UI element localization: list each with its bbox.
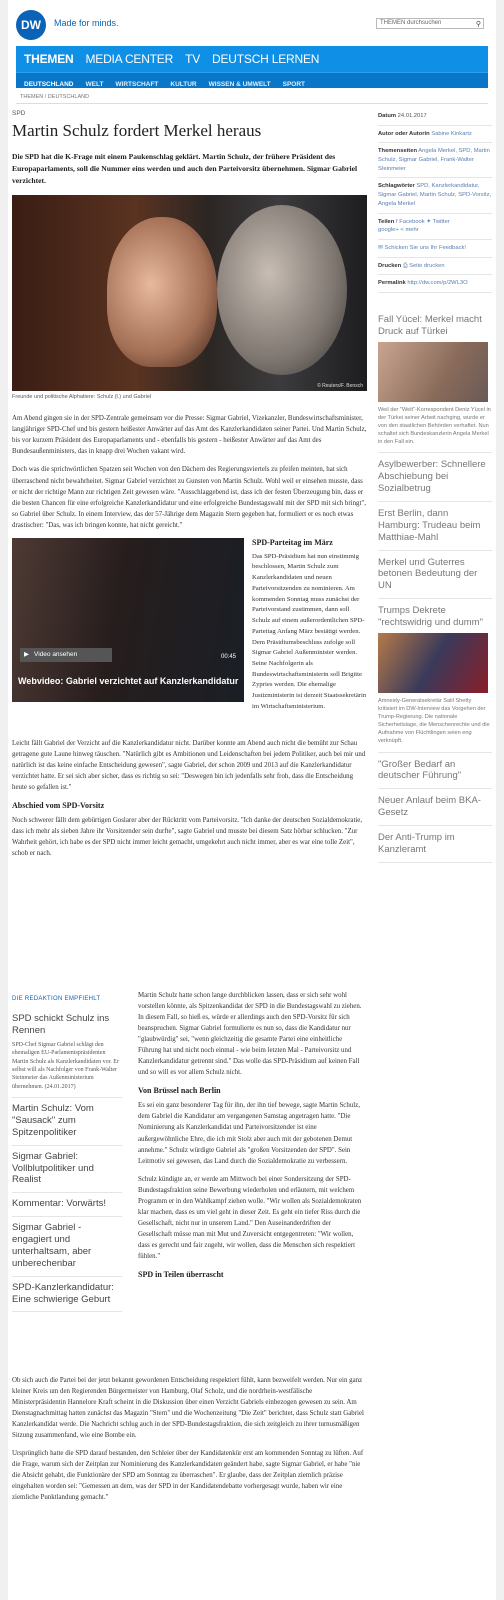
sidebar-item[interactable]: Merkel und Guterres betonen Bedeutung der UN — [378, 551, 492, 600]
sidebar-thumbnail[interactable] — [378, 342, 488, 402]
subheading: SPD in Teilen überrascht — [138, 1270, 224, 1280]
recommend-item[interactable]: Kommentar: Vorwärts! — [12, 1193, 122, 1217]
nav-sport[interactable]: SPORT — [282, 81, 306, 88]
image-caption: Freunde und politische Alphatiere: Schulz (l.) und Gabriel — [12, 394, 152, 401]
meta-author — [378, 126, 492, 144]
portrait-shape — [217, 205, 347, 375]
meta-label: Schlagwörter — [378, 183, 415, 190]
more-link[interactable]: mehr — [405, 227, 419, 234]
recommend-title[interactable]: SPD schickt Schulz ins Rennen — [12, 1013, 110, 1036]
more-icon: < — [400, 227, 404, 234]
facebook-link[interactable]: Facebook — [399, 218, 425, 225]
slogan: Made for minds. — [54, 18, 119, 28]
print-icon: ⎙ — [402, 262, 408, 269]
paragraph: Schulz kündigte an, er werde am Mittwoch bei einer Sondersitzung der SPD-Bundestagsfraktion seine Bewerbung wiederholen und erläutern, mit welchem Programm er in den Wahlkampf ziehen wolle. "Wir wollen als Sozialdemokraten klar machen, dass es um viel geht in dieser Zeit. Es geht ein tiefer Riss durch die Gesellschaft, nicht nur in unserem Land." Den Auseinanderdriften der Gesellschaft müsse man mit Mut und Zuversicht entgegentreten: "Wir wollen, dass es gerecht und fair zugeht, wir wollen, dass die Menschen sich respektiert fühlen." — [138, 1175, 362, 1260]
play-label: Video ansehen — [34, 650, 78, 658]
nav-kultur[interactable]: KULTUR — [170, 81, 197, 88]
paragraph: Es sei ein ganz besonderer Tag für ihn, der ihn tief bewege, sagte Martin Schulz, dem Gabriel die Kandidatur am vergangenen Samstag angetragen hatte. "Die Nominierung als Kanzlerkandidat und Parteivorsitzender ist eine außergewöhnliche Ehre, die ich mit Stolz aber auch mit der gebotenen Demut annehme." Schulz würdigte Gabriel als "großen Vorsitzenden der SPD". Sein Leitmotiv sei gewesen, das Land durch die Sozialdemokratie zu verbessern. — [138, 1102, 360, 1165]
primary-nav — [16, 46, 488, 72]
twitter-link[interactable]: Twitter — [432, 218, 450, 225]
sidebar-item[interactable]: Asylbewerber: Schnellere Abschiebung bei Sozialbetrug — [378, 453, 492, 502]
nav-media-center[interactable]: MEDIA CENTER — [85, 52, 174, 66]
search-placeholder: THEMEN durchsuchen — [380, 20, 442, 26]
nav-wirtschaft[interactable]: WIRTSCHAFT — [115, 81, 159, 88]
recommend-heading: DIE REDAKTION EMPFIEHLT — [12, 996, 101, 1002]
sidebar-item[interactable] — [378, 599, 492, 752]
breadcrumb[interactable]: THEMEN / DEUTSCHLAND — [20, 94, 90, 100]
article-hero-image — [12, 195, 367, 391]
sidebar-item[interactable]: Erst Berlin, dann Hamburg: Trudeau beim Matthiae-Mahl — [378, 502, 492, 551]
author-link[interactable]: Sabine Kinkartz — [431, 130, 472, 137]
sidebar-title[interactable]: Trumps Dekrete "rechtswidrig und dumm" — [378, 605, 483, 629]
recommend-item[interactable] — [12, 1008, 122, 1098]
recommend-item[interactable]: SPD-Kanzlerkandidatur: Eine schwierige Geburt — [12, 1277, 122, 1313]
meta-permalink — [378, 275, 492, 293]
sidebar-item[interactable]: Neuer Anlauf beim BKA-Gesetz — [378, 789, 492, 826]
article-continued — [138, 990, 366, 1284]
gplus-link[interactable]: google+ — [378, 227, 399, 234]
search-input[interactable] — [376, 18, 484, 29]
sidebar-thumbnail[interactable] — [378, 633, 488, 693]
meta-label: Drucken — [378, 262, 402, 269]
meta-value: 24.01.2017 — [397, 113, 427, 119]
article-title: Martin Schulz fordert Merkel heraus — [12, 121, 262, 140]
article-kicker: SPD — [12, 110, 26, 117]
mail-icon: ✉ — [378, 244, 383, 251]
article-end — [12, 1375, 367, 1511]
meta-label: Teilen — [378, 218, 395, 225]
theme-links[interactable]: Angela Merkel, SPD, Martin Schulz, Sigmar Gabriel, Frank-Walter Steinmeier — [378, 148, 490, 172]
article-lead: Die SPD hat die K-Frage mit einem Paukenschlag geklärt. Martin Schulz, der frühere Präsident des Europaparlaments, soll die Nummer eins werden und auch den Parteivorsitz übernehmen. Sigmar Gabriel verzichtet. — [12, 152, 358, 185]
permalink[interactable]: http://dw.com/p/2WL3O — [407, 280, 468, 287]
sidebar-text: Weil der "Welt"-Korrespondent Deniz Yücel in der Türkei seiner Arbeit nachging, wurde er von den staatlichen Behörden verhaftet. Nun schaltet sich Bundeskanzlerin Angela Merkel in den Fall ein. — [378, 406, 491, 446]
image-credit: © Reuters/F. Bensch — [317, 383, 363, 390]
recommendation-box — [12, 996, 122, 1312]
meta-label: Autor oder Autorin — [378, 130, 430, 137]
video-duration: 00:45 — [220, 653, 236, 660]
nav-deutsch-lernen[interactable]: DEUTSCH LERNEN — [212, 52, 320, 66]
recommend-text: SPD-Chef Sigmar Gabriel schlägt den ehemaligen EU-Parlamentspräsidenten Martin Schulz als Kanzlerkandidaten vor. Er selbst will als Nachfolger von Frank-Walter Steinmeier das Außenministerium übernehmen. (24.01.2017) — [12, 1041, 119, 1090]
search-icon[interactable]: ⚲ — [475, 21, 481, 28]
paragraph: Martin Schulz hatte schon lange durchblicken lassen, dass er sich sehr wohl vorstellen könnte, als Spitzenkandidat der SPD in die Bundestagswahl zu ziehen. In diesem Fall, so hieß es, würde er allerdings auch den SPD-Vorsitz für sich beanspruchen. Sigmar Gabriel formulierte es nun so, dass die Kandidatur nur "glaubwürdig" sei, "wenn gleichzeitig die gesamte Partei eine einheitliche Führung hat und nicht noch einmal - wie beim letzten Mal - Parteivorsitz und Kanzlerkandidatur getrennt sind." Das wolle das SPD-Präsidium auf keinen Fall und so will es vor allem Schulz nicht. — [138, 992, 362, 1077]
sidebar-text: Amnesty-Generalsekretär Salil Shetty kritisiert im DW-Interview das Vorgehen der Trump-Regierung. Die nationale Sicherheitslage, die Menschenrechte und die Aufnahme von Flüchtlingen seien eng verknüpft. — [378, 697, 490, 745]
nav-deutschland[interactable]: DEUTSCHLAND — [24, 81, 74, 88]
paragraph: Ursprünglich hatte die SPD darauf bestanden, den Schleier über der Kandidatenkür erst am kommenden Sonntag zu lüften. Auf die Frage, warum sich der Zeitplan zur Nominierung des Kanzlerkandidaten geändert habe, sagte Sigmar Gabriel, er habe "nie die Absicht gehabt, die Funktionäre der SPD am Sonntag zu überraschen". Er glaube, dass der Zeitplan ziemlich präzise eingehalten worden sei: "Gemessen an dem, was der SPD in der Kandidatendebatte vorhergesagt wurde, haben wir eine ziemliche Punktlandung gemacht." — [12, 1450, 364, 1502]
meta-label: Datum — [378, 113, 397, 119]
print-link[interactable]: Seite drucken — [409, 262, 445, 269]
portrait-shape — [107, 217, 217, 367]
sidebar — [378, 308, 492, 863]
meta-label: Permalink — [378, 280, 406, 287]
article-meta — [378, 108, 492, 293]
article — [12, 110, 367, 866]
sidebar-item[interactable]: "Großer Bedarf an deutscher Führung" — [378, 753, 492, 790]
paragraph: Leicht fällt Gabriel der Verzicht auf die Kanzlerkandidatur nicht. Darüber konnte am Abend auch nicht die bemüht zur Schau getragene gute Laune hinweg täuschen. "Natürlich gibt es Ambitionen und Leidenschaften bei jedem Politiker, auch bei mir und natürlich ist das keine einfache Entscheidung gewesen", sagte Gabriel, der schon 2009 und 2013 auf die Kanzlerkandidatur verzichtet hatte. Er sei sich aber sicher, dass es richtig so sei: "Deswegen bin ich jedenfalls sehr froh, dass die Entscheidung heute so gefallen ist." — [12, 739, 366, 791]
video-player[interactable] — [12, 538, 244, 702]
recommend-item[interactable]: Martin Schulz: Vom "Sausack" zum Spitzenpolitiker — [12, 1098, 122, 1146]
video-title[interactable]: Webvideo: Gabriel verzichtet auf Kanzlerkandidatur — [18, 675, 239, 686]
paragraph: Am Abend gingen sie in der SPD-Zentrale gemeinsam vor die Presse: Sigmar Gabriel, Vizekanzler, Bundeswirtschaftsminister, langjähriger SPD-Chef und bis gestern heißester Anwärter auf das Amt des Kanzlerkandidaten seiner Partei. Und Martin Schulz, bis vor kurzem Präsident des Europaparlaments und - ebenfalls bis gestern - heißester Anwärter auf das Amt des Bundesaußenministers, das in knapp drei Wochen vakant wird. — [12, 415, 367, 456]
divider — [16, 103, 488, 104]
paragraph: Doch was die sprichwörtlichen Spatzen seit Wochen von den Dächern des Regierungsviertels zu pfeifen meinten, hat sich überraschend nicht bewahrheitet. Sigmar Gabriel verzichtet zu Gunsten von Martin Schulz. Wohl weil er einsehen musste, dass er nicht der richtige Mann zur richtigen Zeit gewesen wäre. "Ausschlaggebend ist, dass ich der festen Überzeugung bin, dass er die besten Chancen für eine erfolgreiche Kanzlerkandidatur und eine erfolgreiche Bundestagswahl mit der SPD mit sich bringt", so Gabriel über Schulz. In einem Interview, das der 57-Jährige dem Magazin Stern gegeben hat, formuliert er es noch etwas drastischer: "Das, was ich bringen konnte, hat nicht gereicht." — [12, 466, 366, 529]
sidebar-item[interactable]: Der Anti-Trump im Kanzleramt — [378, 826, 492, 863]
recommend-item[interactable]: Sigmar Gabriel - engagiert und unterhaltsam, aber unberechenbar — [12, 1217, 122, 1277]
page — [8, 0, 496, 1600]
twitter-icon: ✦ — [426, 218, 432, 225]
nav-themen[interactable]: THEMEN — [24, 52, 74, 66]
subheading: Von Brüssel nach Berlin — [138, 1086, 221, 1096]
meta-label: Themenseiten — [378, 148, 417, 155]
dw-logo[interactable]: DW — [16, 10, 46, 40]
paragraph: Ob sich auch die Partei bei der jetzt bekannt gewordenen Entscheidung respektiert fühlt, kann bezweifelt werden. Nur ein ganz kleiner Kreis um den Regierenden Bürgermeister von Hamburg, Olaf Scholz, und die nordrhein-westfälische Ministerpräsidentin Hannelore Kraft scheint in die Diskussion über einen Verzicht Gabriels einbezogen gewesen zu sein. Am Dienstagnachmittag hatten zunächst das Magazin "Stern" und die Wochenzeitung "Die Zeit" berichtet, dass Schulz statt Gabriel Kanzlerkandidat werde. Die Nachricht schlug auch in der SPD-Bundestagsfraktion, die sich zeitgleich zu ihrer turnusmäßigen Sitzung zusammenfand, wie eine Bombe ein. — [12, 1377, 364, 1440]
tag-links[interactable]: SPD, Kanzlerkandidatur, Sigmar Gabriel, Martin Schulz, SPD-Vorsitz, Angela Merkel — [378, 183, 492, 207]
recommend-item[interactable]: Sigmar Gabriel: Vollblutpolitiker und Realist — [12, 1146, 122, 1194]
subheading: SPD-Parteitag im März — [252, 537, 333, 547]
nav-wissen-umwelt[interactable]: WISSEN & UMWELT — [208, 81, 271, 88]
meta-print — [378, 258, 492, 276]
feedback-link[interactable]: Schicken Sie uns Ihr Feedback! — [384, 244, 467, 251]
header — [8, 0, 496, 44]
meta-tags — [378, 178, 492, 213]
play-button[interactable] — [20, 648, 112, 662]
video-block — [12, 538, 367, 738]
meta-date — [378, 108, 492, 126]
meta-share — [378, 214, 492, 240]
nav-welt[interactable]: WELT — [85, 81, 104, 88]
sidebar-item[interactable] — [378, 308, 492, 453]
meta-feedback — [378, 240, 492, 258]
facebook-icon: f — [395, 218, 398, 225]
subheading: Abschied vom SPD-Vorsitz — [12, 801, 105, 810]
play-icon: ▶ — [24, 650, 29, 658]
nav-tv[interactable]: TV — [185, 52, 201, 66]
paragraph: Das SPD-Präsidium hat nun einstimmig beschlossen, Martin Schulz zum Kanzlerkandidaten und neuen Parteivorsitzenden zu nominieren. Am kommenden Sonntag muss zunächst der Parteivorstand zustimmen, dann soll Schulz auf einem außerordentlichen SPD-Parteitag Anfang März bestätigt werden. Dem Präsidiumsbeschluss zufolge soll Sigmar Gabriel Außenminister werden. Seine Nachfolgerin als Bundeswirtschaftsministerin soll Brigitte Zypries werden. Die ehemalige Justizministerin ist derzeit Staatssekretärin im Wirtschaftsministerium. — [252, 552, 367, 710]
meta-themes — [378, 143, 492, 178]
secondary-nav — [16, 72, 488, 88]
paragraph: Noch schwerer fällt dem gebürtigen Goslarer aber der Rücktritt vom Parteivorsitz. "Ich danke der deutschen Sozialdemokratie, dass ich mehr als sieben Jahre ihr Vorsitzender sein durfte", sagte Gabriel und musste bei diesem Satz hörbar schlucken. "Zur Wahrheit gehört, ich habe es der SPD nicht immer leicht gemacht, umgekehrt auch nicht immer, aber es war eine tolle Zeit", schob er nach. — [12, 817, 363, 858]
sidebar-title[interactable]: Fall Yücel: Merkel macht Druck auf Türkei — [378, 314, 482, 337]
